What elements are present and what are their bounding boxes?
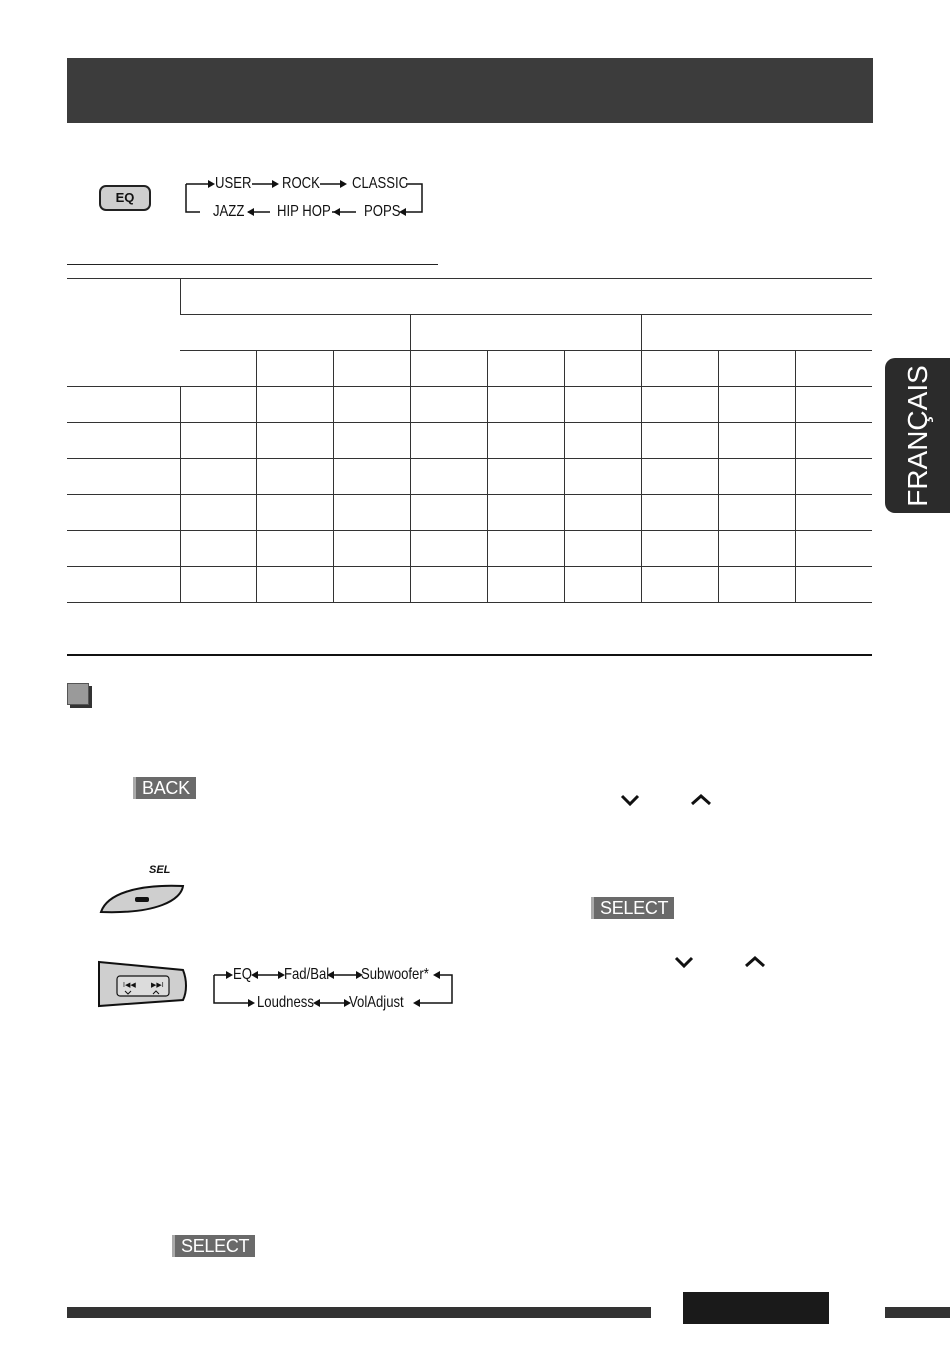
select-key-label-bottom: SELECT [172, 1235, 255, 1257]
menu-item-subwoofer: Subwoofer* [361, 966, 429, 983]
section-marker-icon [67, 683, 89, 705]
table-row [67, 567, 872, 603]
menu-item-loudness: Loudness [257, 994, 314, 1011]
back-key-label: BACK [133, 777, 196, 799]
table-header-row-1 [67, 279, 872, 315]
language-tab-label: FRANÇAIS [901, 364, 933, 507]
table-header-row-2 [67, 315, 872, 351]
svg-text:I◀◀: I◀◀ [123, 982, 136, 989]
table-row [67, 459, 872, 495]
skip-buttons-icon[interactable] [97, 960, 189, 1010]
table-group-cell [411, 315, 642, 351]
table-header-row-3 [67, 351, 872, 387]
eq-mode-hiphop: HIP HOP [277, 203, 331, 220]
sel-button-icon[interactable] [97, 880, 187, 918]
chevron-up-icon [744, 955, 766, 969]
page-number-box [683, 1292, 829, 1324]
sel-label: SEL [149, 864, 171, 876]
menu-item-voladjust: VolAdjust [349, 994, 404, 1011]
section-rule [67, 654, 872, 656]
eq-settings-table [67, 278, 872, 603]
table-row [67, 531, 872, 567]
table-title-rule [67, 264, 438, 265]
chevron-down-icon [620, 793, 640, 807]
table-row [67, 423, 872, 459]
table-header-cell [180, 279, 872, 315]
table-group-cell [641, 315, 872, 351]
table-row [67, 387, 872, 423]
svg-text:▶▶I: ▶▶I [151, 982, 164, 989]
eq-mode-rock: ROCK [282, 175, 320, 192]
table-row [67, 495, 872, 531]
eq-button[interactable]: EQ [99, 185, 151, 211]
eq-mode-user: USER [215, 175, 252, 192]
header-bar [67, 58, 873, 123]
eq-mode-pops: POPS [364, 203, 401, 220]
menu-item-eq: EQ [233, 966, 252, 983]
chevron-down-icon [674, 955, 694, 969]
select-key-label-right: SELECT [591, 897, 674, 919]
footer-bar [67, 1307, 651, 1318]
eq-mode-jazz: JAZZ [213, 203, 245, 220]
eq-mode-classic: CLASSIC [352, 175, 409, 192]
table-group-cell [180, 315, 411, 351]
table-corner-cell [67, 279, 180, 387]
menu-item-fadbal: Fad/Bal [284, 966, 330, 983]
chevron-up-icon [690, 793, 712, 807]
footer-bar-right [885, 1307, 950, 1318]
